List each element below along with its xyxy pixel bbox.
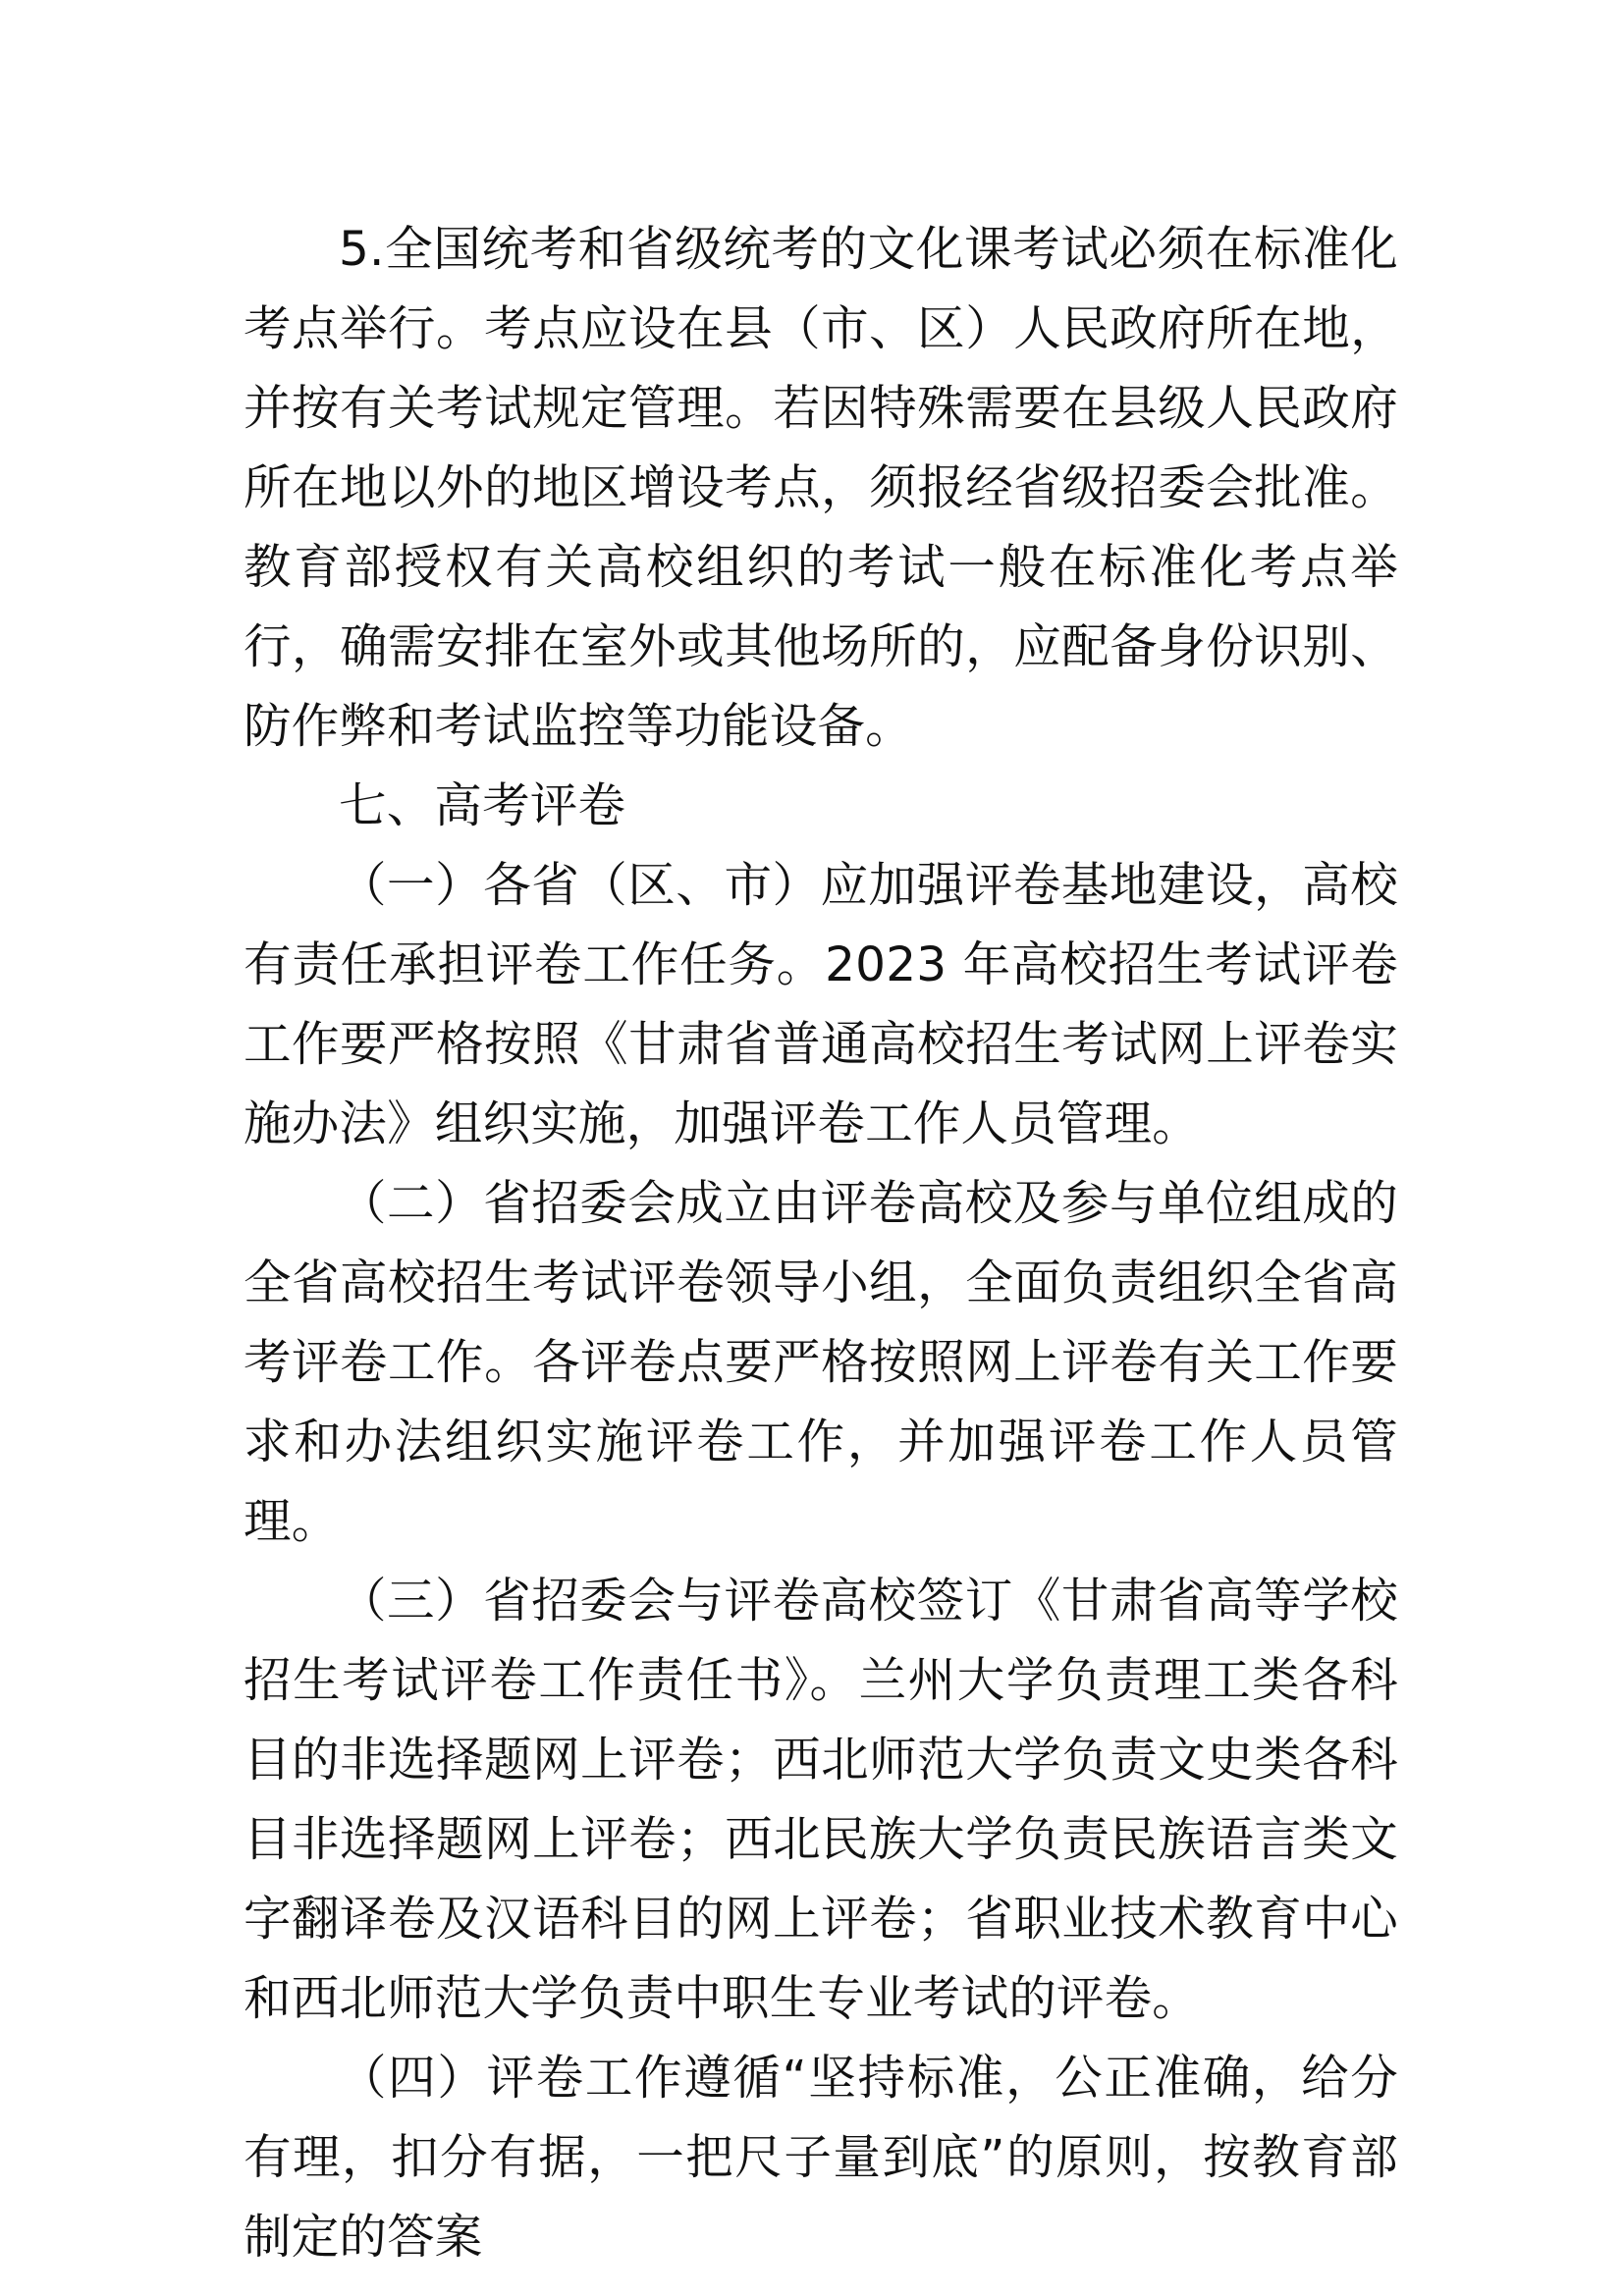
paragraph-item-2: （二）省招委会成立由评卷高校及参与单位组成的全省高校招生考试评卷领导小组，全面负责组织全省高考评卷工作。各评卷点要严格按照网上评卷有关工作要求和办法组织实施评卷工作，并加强评卷工作人员管理。 bbox=[244, 1176, 1398, 1549]
paragraph-item-1: （一）各省（区、市）应加强评卷基地建设，高校有责任承担评卷工作任务。2023 年高校招生考试评卷工作要严格按照《甘肃省普通高校招生考试网上评卷实施办法》组织实施，加强评卷工作人员管理。 bbox=[244, 858, 1398, 1151]
document-body bbox=[244, 210, 1398, 2277]
section-heading-grading: 七、高考评卷 bbox=[339, 778, 626, 833]
paragraph-exam-venue: 5.全国统考和省级统考的文化课考试必须在标准化考点举行。考点应设在县（市、区）人民政府所在地，并按有关考试规定管理。若因特殊需要在县级人民政府所在地以外的地区增设考点，须报经省级招委会批准。教育部授权有关高校组织的考试一般在标准化考点举行，确需安排在室外或其他场所的，应配备身份识别、防作弊和考试监控等功能设备。 bbox=[244, 222, 1398, 754]
paragraph-item-3: （三）省招委会与评卷高校签订《甘肃省高等学校招生考试评卷工作责任书》。兰州大学负责理工类各科目的非选择题网上评卷；西北师范大学负责文史类各科目非选择题网上评卷；西北民族大学负责民族语言类文字翻译卷及汉语科目的网上评卷；省职业技术教育中心和西北师范大学负责中职生专业考试的评卷。 bbox=[244, 1574, 1398, 2026]
paragraph-item-4: （四）评卷工作遵循“坚持标准，公正准确，给分有理，扣分有据，一把尺子量到底”的原则，按教育部制定的答案 bbox=[244, 2051, 1398, 2265]
